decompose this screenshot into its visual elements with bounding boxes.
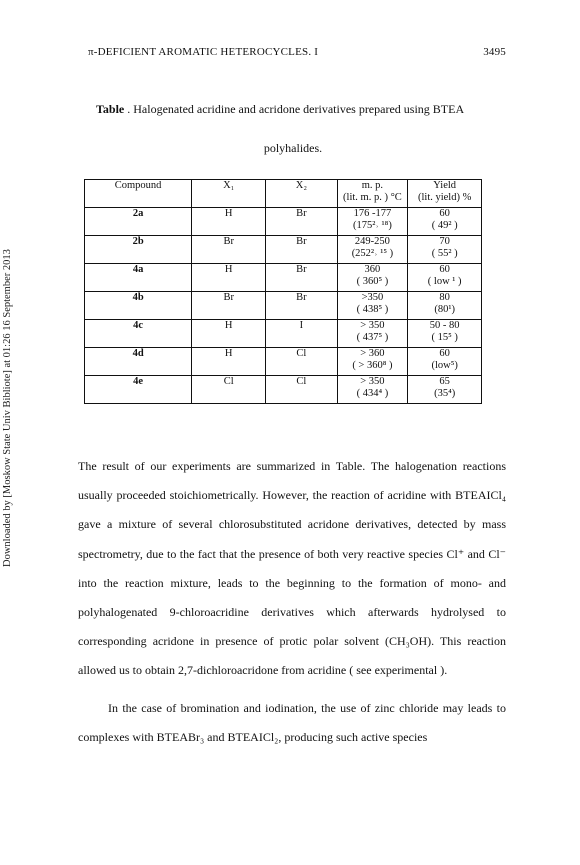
cell-x1: H	[192, 348, 266, 376]
cell-compound: 4c	[85, 320, 192, 348]
cell-yield: 50 - 80 ( 15⁵ )	[408, 320, 482, 348]
cell-yield: 60 ( low ¹ )	[408, 264, 482, 292]
body-text	[78, 452, 506, 752]
table-label: Table	[96, 102, 125, 116]
cell-mp: >350 ( 438⁵ )	[337, 292, 408, 320]
cell-compound: 4a	[85, 264, 192, 292]
cell-compound: 2b	[85, 236, 192, 264]
caption-line-2: polyhalides.	[263, 141, 323, 155]
cell-x1: Br	[192, 292, 266, 320]
table-row	[85, 376, 482, 404]
caption-line-1: Halogenated acridine and acridone derivatives prepared using BTEA	[133, 102, 465, 116]
table-row	[85, 208, 482, 236]
cell-x1: Br	[192, 236, 266, 264]
paragraph-1: The result of our experiments are summarized in Table. The halogenation reactions usually proceeded stoichiometrically. However, the reaction of acridine with BTEAICl₄ gave a mixture of several chlorosubstituted acridone derivatives, detected by mass spectrometry, due to the fact that the presence of both very reactive species Cl⁺ and Cl⁻ into the reaction mixture, leads to the beginning to the formation of mono- and polyhalogenated 9-chloroacridine derivatives which afterwards hydrolysed to corresponding acridone in presence of protic polar solvent (CH₃OH). This reaction allowed us to obtain 2,7-dichloroacridone from acridine ( see experimental ).	[78, 459, 506, 678]
running-head	[88, 46, 506, 58]
cell-x2: Br	[266, 292, 337, 320]
cell-x2: Cl	[266, 348, 337, 376]
table-row	[85, 320, 482, 348]
download-watermark: Downloaded by [Moskow State Univ Bibliote] at 01:26 16 September 2013	[2, 249, 13, 567]
table-row	[85, 348, 482, 376]
cell-x2: I	[266, 320, 337, 348]
page-number: 3495	[483, 46, 506, 58]
cell-mp: 176 -177 (175²˒ ¹⁸)	[337, 208, 408, 236]
caption-separator: .	[124, 102, 134, 116]
cell-mp: > 350 ( 437⁵ )	[337, 320, 408, 348]
cell-mp: > 360 ( > 360⁸ )	[337, 348, 408, 376]
cell-compound: 4d	[85, 348, 192, 376]
cell-x2: Cl	[266, 376, 337, 404]
cell-compound: 4e	[85, 376, 192, 404]
results-table	[84, 179, 482, 404]
col-header-x2: X₂	[266, 180, 337, 208]
cell-x1: H	[192, 208, 266, 236]
col-header-mp: m. p. (lit. m. p. ) °C	[337, 180, 408, 208]
cell-x2: Br	[266, 208, 337, 236]
cell-mp: 360 ( 360⁵ )	[337, 264, 408, 292]
cell-yield: 70 ( 55² )	[408, 236, 482, 264]
cell-yield: 65 (35⁴)	[408, 376, 482, 404]
col-header-x1: X₁	[192, 180, 266, 208]
table-header-row	[85, 180, 482, 208]
table-row	[85, 264, 482, 292]
cell-yield: 60 ( 49² )	[408, 208, 482, 236]
cell-yield: 80 (80¹)	[408, 292, 482, 320]
cell-x2: Br	[266, 264, 337, 292]
cell-x1: H	[192, 264, 266, 292]
col-header-compound: Compound	[85, 180, 192, 208]
cell-x1: H	[192, 320, 266, 348]
cell-yield: 60 (low⁵)	[408, 348, 482, 376]
cell-x1: Cl	[192, 376, 266, 404]
table-caption	[78, 90, 508, 168]
cell-mp: > 350 ( 434⁴ )	[337, 376, 408, 404]
col-header-yield: Yield (lit. yield) %	[408, 180, 482, 208]
cell-mp: 249-250 (252²˒ ¹⁵ )	[337, 236, 408, 264]
cell-compound: 2a	[85, 208, 192, 236]
cell-compound: 4b	[85, 292, 192, 320]
table-row	[85, 236, 482, 264]
cell-x2: Br	[266, 236, 337, 264]
running-head-title: π-DEFICIENT AROMATIC HETEROCYCLES. I	[88, 46, 319, 58]
table-row	[85, 292, 482, 320]
paragraph-2: In the case of bromination and iodination, the use of zinc chloride may leads to complexes with BTEABr₃ and BTEAICl₂, producing such active species	[78, 700, 506, 744]
